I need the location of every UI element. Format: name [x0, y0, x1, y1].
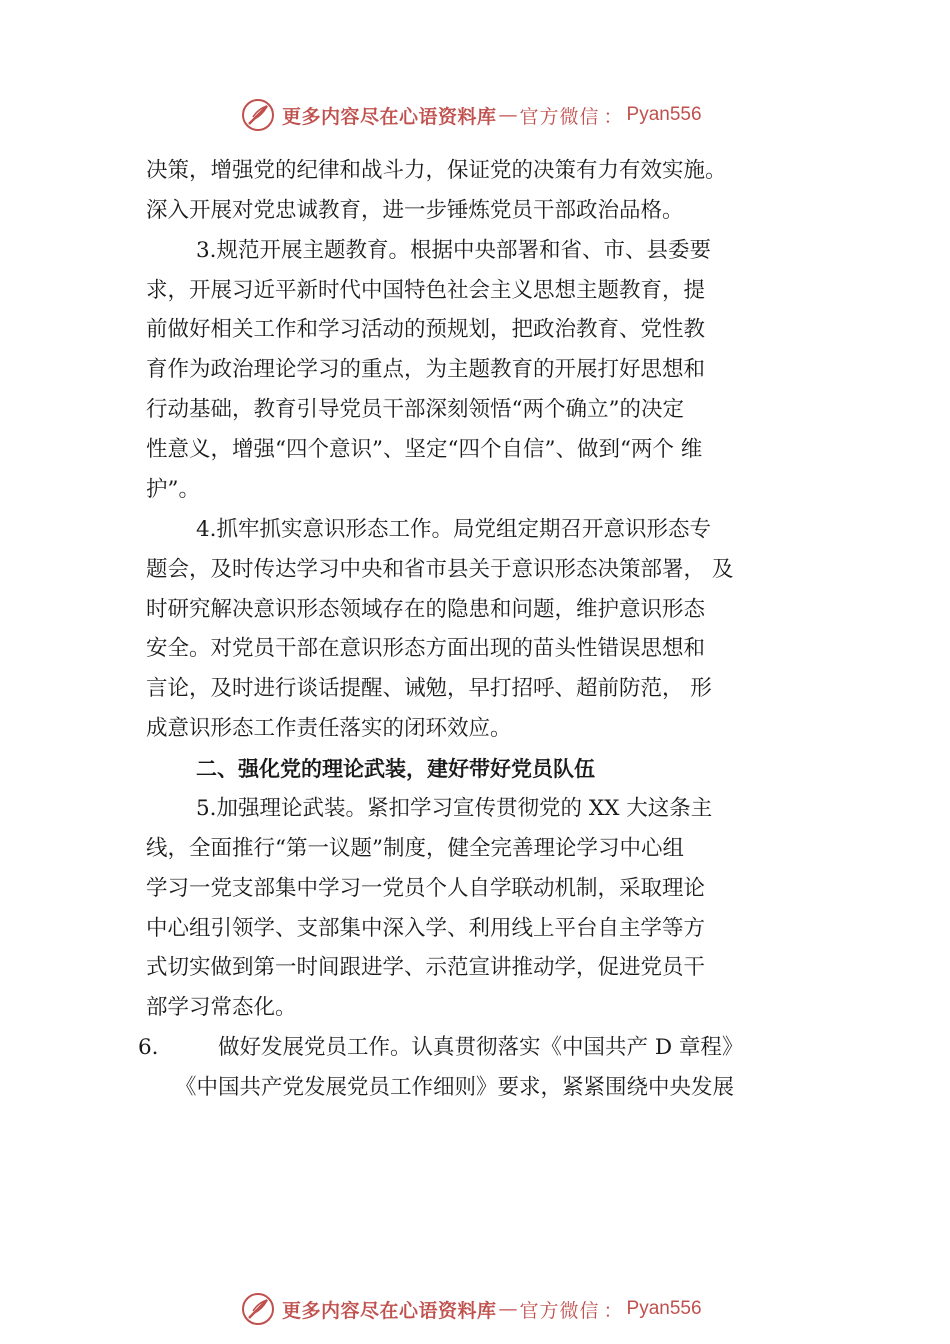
text-line: 式切实做到第一时间跟进学、示范宣讲推动学，促进党员干 — [146, 955, 706, 980]
item-6-text: 做好发展党员工作。认真贯彻落实《中国共产 D 章程》 — [218, 1035, 744, 1060]
text-line: 行动基础，教育引导党员干部深刻领悟“两个确立”的决定 — [146, 397, 684, 422]
text-line: 育作为政治理论学习的重点，为主题教育的开展打好思想和 — [146, 357, 706, 382]
watermark-official-label: 官方微信 — [519, 1299, 600, 1322]
watermark-text: 更多内容尽在心语资料库 — [282, 1299, 497, 1322]
paragraph-4-start: 4.抓牢抓实意识形态工作。局党组定期召开意识形态专 — [196, 517, 712, 542]
text-line: 性意义，增强“四个意识”、坚定“四个自信”、做到“两个 维 — [146, 437, 703, 462]
watermark-separator: — — [498, 104, 518, 126]
text-line: 决策，增强党的纪律和战斗力，保证党的决策有力有效实施。 — [146, 158, 727, 183]
text-line: 言论，及时进行谈话提醒、诫勉，早打招呼、超前防范， 形 — [146, 676, 712, 701]
text-line: 成意识形态工作责任落实的闭环效应。 — [146, 716, 512, 741]
text-line: 安全。对党员干部在意识形态方面出现的苗头性错误思想和 — [146, 636, 706, 661]
section-heading: 二、强化党的理论武装，建好带好党员队伍 — [196, 757, 595, 781]
watermark-official-label: 官方微信 — [519, 105, 600, 128]
footer-watermark — [240, 1289, 702, 1329]
text-line: 线，全面推行“第一议题”制度，健全完善理论学习中心组 — [146, 836, 684, 861]
watermark-separator: — — [498, 1298, 518, 1320]
watermark-wechat-id: Pyan556 — [626, 1298, 702, 1319]
text-line: 部学习常态化。 — [146, 995, 297, 1020]
text-line: 求，开展习近平新时代中国特色社会主义思想主题教育，提 — [146, 278, 706, 303]
paragraph-3-start: 3.规范开展主题教育。根据中央部署和省、市、县委要 — [196, 238, 712, 263]
watermark-wechat-id: Pyan556 — [626, 104, 702, 125]
watermark-colon: ： — [603, 1299, 623, 1322]
paragraph-5-start: 5.加强理论武装。紧扣学习宣传贯彻党的 XX 大这条主 — [196, 796, 713, 821]
quill-logo-icon — [240, 1291, 276, 1327]
text-line: 中心组引领学、支部集中深入学、利用线上平台自主学等方 — [146, 916, 706, 941]
watermark-colon: ： — [603, 105, 623, 128]
header-watermark — [240, 95, 702, 135]
text-line: 深入开展对党忠诚教育，进一步锤炼党员干部政治品格。 — [146, 198, 684, 223]
text-line: 护”。 — [146, 477, 200, 502]
text-line: 题会，及时传达学习中央和省市县关于意识形态决策部署， 及 — [146, 557, 734, 582]
text-line: 前做好相关工作和学习活动的预规划，把政治教育、党性教 — [146, 317, 706, 342]
item-6-number: 6. — [138, 1035, 159, 1060]
quill-logo-icon — [240, 97, 276, 133]
text-line: 《中国共产党发展党员工作细则》要求，紧紧围绕中央发展 — [175, 1075, 735, 1100]
text-line: 学习一党支部集中学习一党员个人自学联动机制，采取理论 — [146, 876, 706, 901]
watermark-text: 更多内容尽在心语资料库 — [282, 105, 497, 128]
text-line: 时研究解决意识形态领域存在的隐患和问题，维护意识形态 — [146, 597, 706, 622]
